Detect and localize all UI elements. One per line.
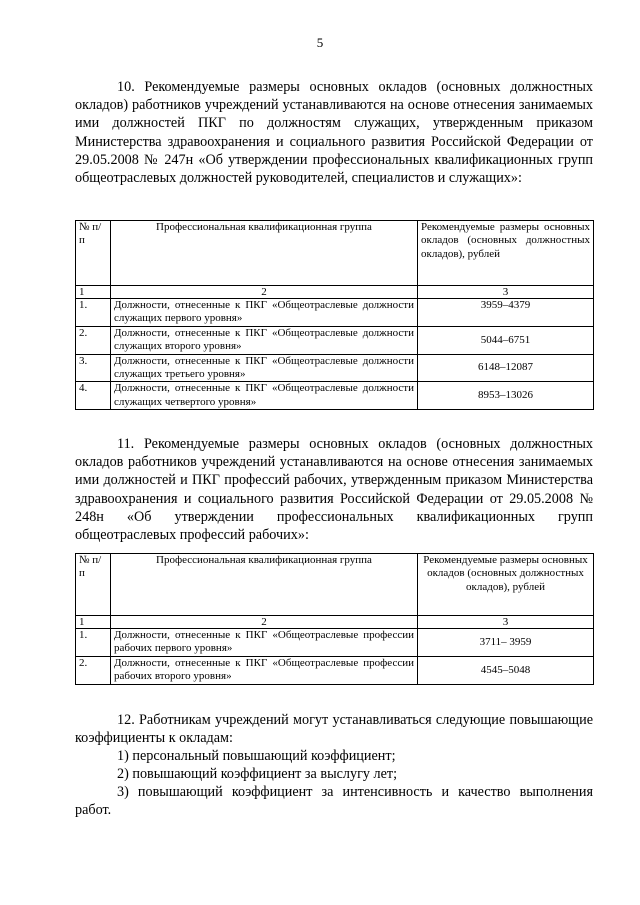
coefficient-item: 1) персональный повышающий коэффициент;	[117, 748, 396, 764]
header-group: Профессиональная квалификационная группа	[111, 221, 418, 286]
header-group: Профессиональная квалификационная группа	[111, 554, 418, 616]
coefficient-item: 2) повышающий коэффициент за выслугу лет;	[117, 766, 398, 782]
row-salary: 5044–6751	[418, 326, 594, 354]
row-num: 2.	[76, 656, 111, 684]
row-salary: 3711– 3959	[418, 629, 594, 657]
table-row	[76, 382, 594, 410]
salary-table-employees	[75, 220, 594, 410]
header-num: № п/п	[76, 221, 111, 286]
index-cell: 3	[418, 616, 594, 629]
salary-table-workers	[75, 553, 594, 685]
row-num: 4.	[76, 382, 111, 410]
page-number: 5	[316, 35, 324, 50]
table-index-row	[76, 286, 594, 299]
table-row	[76, 299, 594, 327]
section-12-paragraph: 12. Работникам учреждений могут устанавливаться следующие повышающие коэффициенты к окладам:	[75, 712, 593, 747]
coefficient-item: 3) повышающий коэффициент за интенсивность и качество выполнения работ.	[75, 784, 593, 819]
row-num: 1.	[76, 299, 111, 327]
row-salary: 3959–4379	[418, 299, 594, 327]
index-cell: 1	[76, 616, 111, 629]
section-11-paragraph: 11. Рекомендуемые размеры основных окладов (основных должностных окладов работников учреждений устанавливаются на основе отнесения занимаемых ими должностей и ПКГ профессий рабочих, утвержденным приказом Министерства здравоохранения и социального развития Российской Федерации от 29.05.2008 № 248н «Об утверждении профессиональных квалификационных групп общеотраслевых профессий рабочих»:	[75, 436, 593, 544]
row-num: 1.	[76, 629, 111, 657]
header-salary: Рекомендуемые размеры основных окладов (основных должностных окладов), рублей	[418, 221, 594, 286]
header-salary: Рекомендуемые размеры основных окладов (основных должностных окладов), рублей	[418, 554, 594, 616]
table-row	[76, 656, 594, 684]
row-num: 2.	[76, 326, 111, 354]
row-salary: 8953–13026	[418, 382, 594, 410]
index-cell: 2	[111, 286, 418, 299]
row-group: Должности, отнесенные к ПКГ «Общеотраслевые профессии рабочих первого уровня»	[111, 629, 418, 657]
section-10-paragraph: 10. Рекомендуемые размеры основных окладов (основных должностных окладов) работников учреждений устанавливаются на основе отнесения занимаемых ими должностей ПКГ по должностям служащих, утвержденным приказом Министерства здравоохранения и социального развития Российской Федерации от 29.05.2008 № 247н «Об утверждении профессиональных квалификационных групп общеотраслевых должностей руководителей, специалистов и служащих»:	[75, 79, 593, 187]
table-index-row	[76, 616, 594, 629]
table-row	[76, 354, 594, 382]
index-cell: 3	[418, 286, 594, 299]
table-header-row	[76, 554, 594, 616]
table-row	[76, 326, 594, 354]
table-header-row	[76, 221, 594, 286]
row-salary: 4545–5048	[418, 656, 594, 684]
row-num: 3.	[76, 354, 111, 382]
row-salary: 6148–12087	[418, 354, 594, 382]
table-row	[76, 629, 594, 657]
row-group: Должности, отнесенные к ПКГ «Общеотраслевые должности служащих первого уровня»	[111, 299, 418, 327]
row-group: Должности, отнесенные к ПКГ «Общеотраслевые должности служащих четвертого уровня»	[111, 382, 418, 410]
row-group: Должности, отнесенные к ПКГ «Общеотраслевые профессии рабочих второго уровня»	[111, 656, 418, 684]
header-num: № п/п	[76, 554, 111, 616]
row-group: Должности, отнесенные к ПКГ «Общеотраслевые должности служащих третьего уровня»	[111, 354, 418, 382]
row-group: Должности, отнесенные к ПКГ «Общеотраслевые должности служащих второго уровня»	[111, 326, 418, 354]
index-cell: 2	[111, 616, 418, 629]
index-cell: 1	[76, 286, 111, 299]
